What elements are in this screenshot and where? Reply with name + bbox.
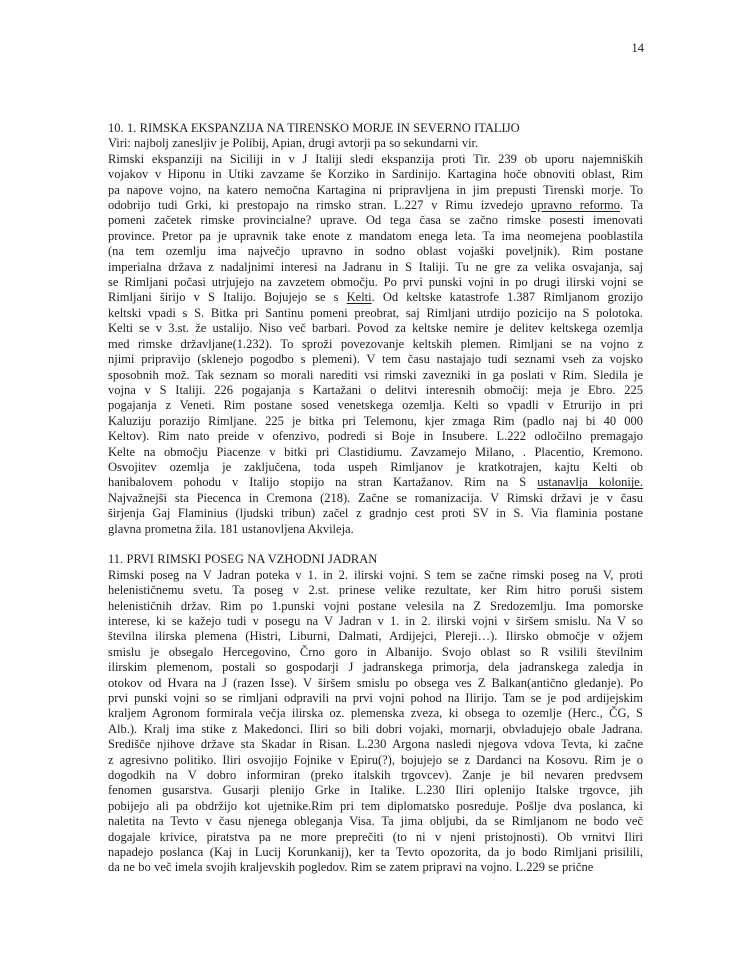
text-line: Središče njihove države sta Skadar in Risan. L.230 Argona nasledi njegova vdova Tevta, ki začne — [108, 737, 643, 752]
text-line: vojakov v Hiponu in Utiki zavzame še Korziko in Sardinijo. Kartagina hoče obnoviti oblast, Rim — [108, 167, 643, 182]
text-line: Kelti se v 3.st. že ustalijo. Niso več barbari. Povod za keltske nemire je delitev keltskega ozemlja — [108, 321, 643, 336]
text-line: z agresivno politiko. Iliri osvojijo Fojnike v Epiru(?), bojujejo se z Dardanci na Kosovu. Rim je o — [108, 752, 643, 767]
text-line: njimi pripravijo (sklenejo pogodbo s plemeni). V tem času nastajajo tudi seznami vseh za vojsko — [108, 352, 643, 367]
text-line: ilirskim plemenom, postali so gospodarji J jadranskega primorja, dela jadranskega zaledja in — [108, 660, 643, 675]
underlined-term: Kelti — [346, 290, 372, 305]
text-line: keltski vpadi s S. Bitka pri Santinu pomeni preobrat, saj Rimljani utrdijo pozicijo na S polotoka. — [108, 305, 643, 320]
sources-line: Viri: najbolj zanesljiv je Polibij, Apian, drugi avtorji pa so sekundarni vir. — [108, 136, 479, 151]
text-line: da ne bo več imela svojih kraljevskih pogledov. Rim se zatem pripravi na vojno. L.229 se prične — [108, 860, 594, 875]
text-line: prvi punski vojni so se rimljani odpravili na prvi vojni pohod na Ilirijo. Tam se je pod ardijejskim — [108, 691, 643, 706]
text-line: pobijejo ali pa obdržijo kot ujetnike.Rim pri tem diplomatsko posreduje. Pošlje dva poslanca, ki — [108, 798, 643, 813]
underlined-term: ustanavlja kolonije. — [537, 475, 643, 490]
text-line: se Rimljani počasi utrjujejo na zavzetem območju. Po prvi punski vojni in po drugi ilirski vojni se — [108, 275, 643, 290]
text-line: imperialna država z nadaljnimi interesi na Jadranu in S Italiji. Tu ne gre za velika osvajanja, saj — [108, 259, 643, 274]
text-line: (na tem ozemlju ima največjo upravno in sodno oblast vojaški poveljnik). Rim postane — [108, 244, 643, 259]
text-line: interese, ki se kažejo tudi v posegu na V Jadran v 1. in 2. ilirski vojni v širšem smislu. Na V so — [108, 613, 643, 628]
text-line: dogodkih na V dobro informiran (preko italskih trgovcev). Zanje je bil nevaren predvsem — [108, 768, 643, 783]
underlined-term: upravno reformo — [530, 198, 620, 213]
text-line: Rimljani širijo v S Italijo. Bojujejo se s Kelti. Od keltske katastrofe 1.387 Rimljanom grozijo — [108, 290, 643, 305]
text-line: sposobnih mož. Tak seznam so morali narediti vsi rimski zavezniki in ga poslati v Rim. Sledila je — [108, 367, 643, 382]
paragraph — [108, 152, 643, 537]
page-number: 14 — [631, 41, 644, 55]
text-line: hanibalovem pohodu v Italijo stopijo na stran Kartažanov. Rim na S ustanavlja kolonije. — [108, 475, 643, 490]
text-line: širjenja Gaj Flaminius (ljudski tribun) začel z gradnjo cest proti SV in S. Via flaminia postane — [108, 506, 643, 521]
text-line: Rimski ekspanziji na Siciliji in v J Italiji sledi ekspanzija proti Tir. 239 ob uporu najemniških — [108, 151, 643, 166]
text-line: kraljem Agronom formirala večja ilirska oz. plemenska zveza, ki obsega to ozemlje (Herc., ČG, S — [108, 706, 643, 721]
text-line: naletita na Tevto v času njenega obleganja Visa. Ta jima obljubi, da se Rimljanom ne bodo več — [108, 814, 643, 829]
text-line: glavna prometna žila. 181 ustanovljena Akvileja. — [108, 521, 354, 536]
text-line: province. Pretor pa je upravnik take enote z mandatom enega leta. Ta ima neomejena pooblastila — [108, 228, 643, 243]
text-line: Alb.). Kralj ima stike z Makedonci. Iliri so bili dobri vojaki, mornarji, obvladujejo obale Jadrana. — [108, 721, 643, 736]
text-line: smislu je obsegalo Hercegovino, Črno goro in Albanijo. Svojo oblast so R vsilili številnim — [108, 644, 643, 659]
paragraph — [108, 568, 643, 876]
text-line: helenističnemu svetu. Ta poseg v 2.st. prinese velike rezultate, ker Rim hitro poruši sistem — [108, 583, 643, 598]
section-roman-expansion — [108, 121, 643, 537]
text-line: pomeni začetek rimske provincialne? uprave. Od tega časa se začno rimske posesti imenovati — [108, 213, 643, 228]
section-first-roman-intervention — [108, 552, 643, 876]
text-line: helenističnih držav. Rim po 1.punski vojni postane velesila na Z Sredozemlju. Ima pomorske — [108, 598, 643, 613]
text-line: pogajanja z Veneti. Rim postane sosed venetskega ozemlja. Kelti so vpadli v Etrurijo in pri — [108, 398, 643, 413]
text-line: Kelte na območju Piacenze v bitki pri Clastidiumu. Zavzamejo Milano, . Placentio, Kremono. — [108, 444, 643, 459]
text-line: fenomen gusarstva. Gusarji plenijo Grke in Italike. L.230 Iliri oplenijo Italske trgovce, jih — [108, 783, 643, 798]
text-line: pa napove vojno, na katero nemočna Kartagina ni pripravljena in jim prepusti Tirenski morje. To — [108, 182, 643, 197]
section-heading: 11. PRVI RIMSKI POSEG NA VZHODNI JADRAN — [108, 552, 378, 567]
text-block — [108, 121, 643, 876]
text-line: Rimski poseg na V Jadran poteka v 1. in 2. ilirski vojni. S tem se začne rimski poseg na V, proti — [108, 567, 643, 582]
section-heading: 10. 1. RIMSKA EKSPANZIJA NA TIRENSKO MORJE IN SEVERNO ITALIJO — [108, 121, 520, 135]
text-line: med rimske državljane(1.232). To sproži povezovanje keltskih plemen. Rimljani se na vojno z — [108, 336, 643, 351]
text-line: otokov od Hvara na J (razen Isse). V širšem smislu po obsega ves Z Balkan(antično gledanje). Po — [108, 675, 643, 690]
text-line: vojna v S Italiji. 226 pogajanja s Kartažani o delitvi interesnih območij: meja je Ebro. 225 — [108, 382, 643, 397]
text-line: Najvažnejši sta Piecenca in Cremona (218). Začne se romanizacija. V Rimski državi je v času — [108, 490, 643, 505]
text-line: odobrijo tudi Grki, ki prestopajo na rimsko stran. L.227 v Rimu izvedejo upravno reformo. Ta — [108, 198, 643, 213]
text-line: Kaluziju porazijo Rimljane. 225 je bitka pri Telemonu, kjer zmaga Rim (padlo naj bi 40 000 — [108, 413, 643, 428]
text-line: napadejo poslanca (Kaj in Lucij Korunkanij), ker ta Tevto opozorita, da jo bodo Rimljani prisilili, — [108, 845, 643, 860]
text-line: Osvojitev ozemlja je zaključena, toda uspeh Rimljanov je kratkotrajen, kajtu Kelti ob — [108, 459, 643, 474]
text-line: številna ilirska plemena (Histri, Liburni, Dalmati, Ardijejci, Plereji…). Ilirsko območje v ožjem — [108, 629, 643, 644]
text-line: Keltov). Rim nato preide v ofenzivo, podredi si Boje in Insubere. L.222 odločilno premagajo — [108, 429, 643, 444]
text-line: dogajale krivice, piratstva pa ne more preprečiti (to ni v njeni pristojnosti). Ob vrnitvi Iliri — [108, 829, 643, 844]
